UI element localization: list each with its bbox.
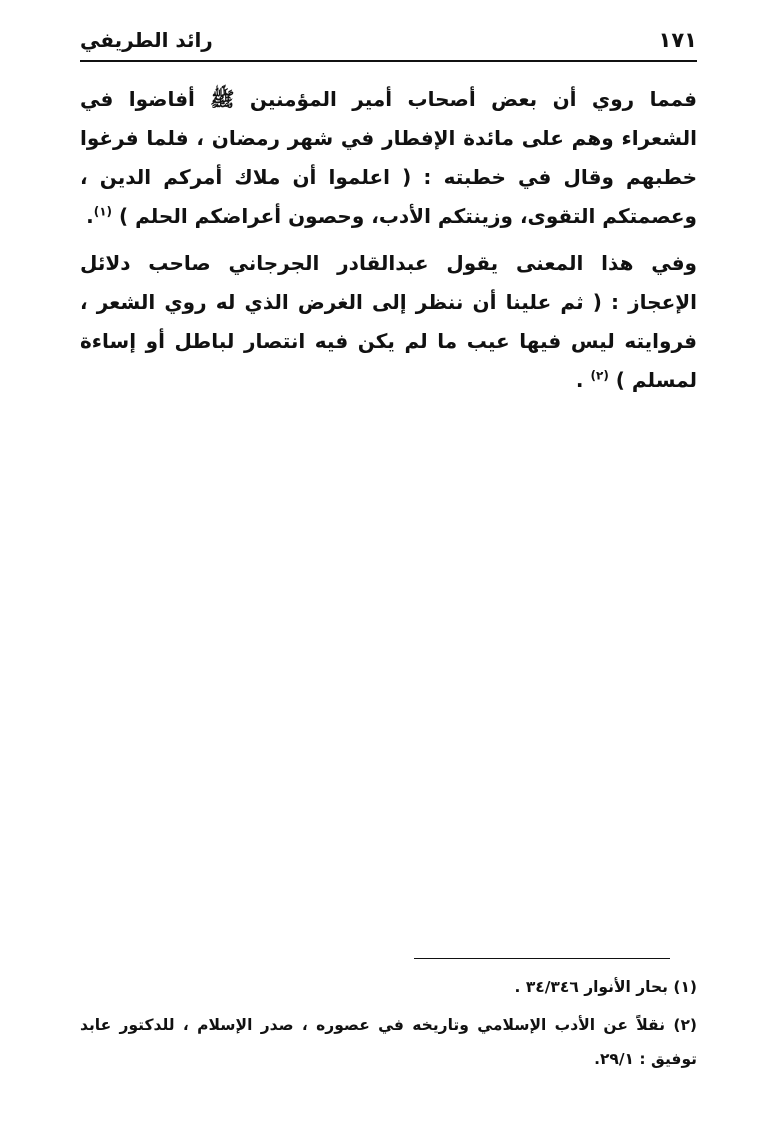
main-text [80, 80, 697, 408]
page-number: ١٧١ [658, 28, 697, 52]
paragraph-1-text: فمما روي أن بعض أصحاب أمير المؤمنين ﷺ أفاضوا في الشعراء وهم على مائدة الإفطار في شهر رمضان ، فلما فرغوا خطبهم وقال في خطبته : ( اعلموا أن ملاك أمركم الدين ، وعصمتكم التقوى، وزينتكم الأدب، وحصون أعراضكم الحلم ) [80, 87, 697, 228]
paragraph-2 [80, 244, 697, 400]
paragraph-1 [80, 80, 697, 236]
footnote-ref-2: (٢) [590, 368, 609, 383]
footnote-1: (١) بحار الأنوار ٣٤/٣٤٦ . [514, 978, 697, 996]
paragraph-1-end: . [86, 204, 94, 228]
footnotes [80, 970, 697, 1080]
footnote-divider [414, 958, 670, 959]
footnote-2: (٢) نقلاً عن الأدب الإسلامي وتاريخه في عصوره ، صدر الإسلام ، للدكتور عابد توفيق : ٢٩/١. [80, 1016, 697, 1068]
paragraph-2-text: وفي هذا المعنى يقول عبدالقادر الجرجاني صاحب دلائل الإعجاز : ( ثم علينا أن ننظر إلى الغرض الذي له روي الشعر ، فروايته ليس فيها عيب ما لم يكن فيه انتصار لباطل أو إساءة لمسلم ) [80, 251, 697, 392]
page-header [80, 24, 697, 58]
footnote-ref-1: (١) [93, 204, 113, 219]
header-divider [80, 60, 697, 62]
paragraph-2-end: . [575, 368, 584, 392]
running-title: رائد الطريفي [80, 28, 213, 52]
